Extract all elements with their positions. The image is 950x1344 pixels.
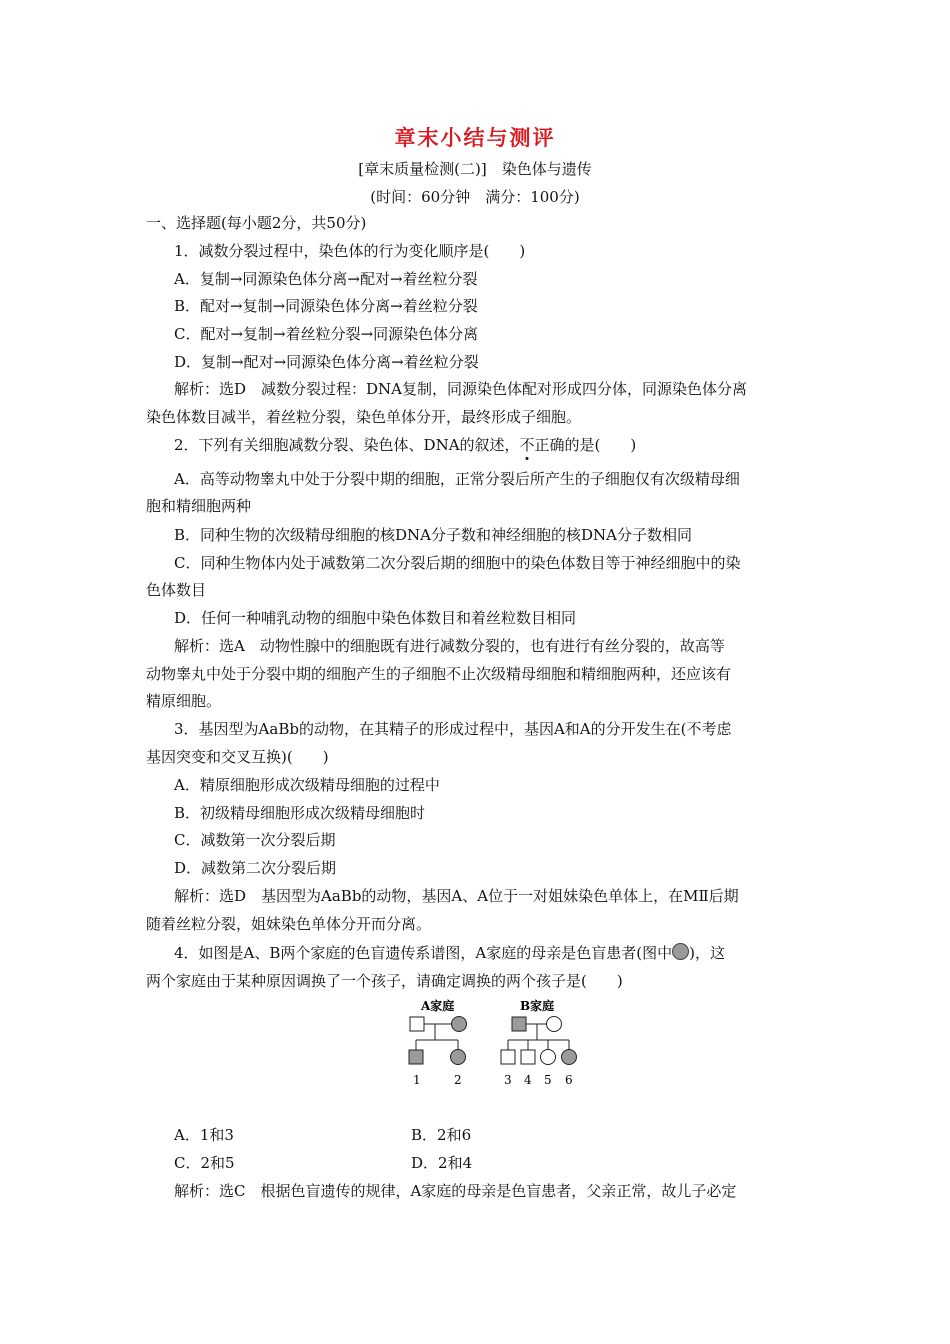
q4-answer-line1: 解析：选C 根据色盲遗传的规律，A家庭的母亲是色盲患者，父亲正常，故儿子必定: [174, 1182, 737, 1200]
q1-answer-line1: 解析：选D 减数分裂过程：DNA复制，同源染色体配对形成四分体，同源染色体分离: [174, 380, 748, 398]
child-4-square: [521, 1050, 535, 1064]
q2-answer-line1: 解析：选A 动物性腺中的细胞既有进行减数分裂的，也有进行有丝分裂的，故高等: [174, 637, 725, 655]
q1-option-d: D．复制→配对→同源染色体分离→着丝粒分裂: [174, 353, 479, 371]
child-1-affected-square: [409, 1050, 423, 1064]
family-a-label: A家庭: [421, 999, 455, 1013]
child-6-affected-circle: [562, 1050, 577, 1065]
q2-option-d: D．任何一种哺乳动物的细胞中染色体数目和着丝粒数目相同: [174, 609, 577, 627]
q2-stem-pre: 2．下列有关细胞减数分裂、染色体、DNA的叙述，: [174, 436, 520, 454]
time-info: (时间：60分钟 满分：100分): [370, 188, 580, 206]
q1-option-c: C．配对→复制→着丝粒分裂→同源染色体分离: [174, 325, 479, 343]
b-father-affected-square: [512, 1017, 526, 1031]
affected-female-symbol-icon: [672, 943, 689, 960]
section-heading: 一、选择题(每小题2分，共50分): [146, 214, 367, 232]
child-label-1: 1: [413, 1073, 421, 1087]
b-mother-circle: [547, 1017, 562, 1032]
q2-stem-emphasis: 不: [519, 436, 535, 454]
family-b-label: B家庭: [520, 999, 555, 1013]
q3-stem-line1: 3．基因型为AaBb的动物，在其精子的形成过程中，基因A和A的分开发生在(不考虑: [174, 720, 732, 738]
child-5-circle: [541, 1050, 556, 1065]
q2-option-c-line1: C．同种生物体内处于减数第二次分裂后期的细胞中的染色体数目等于神经细胞中的染: [174, 554, 741, 572]
q2-stem-post: 正确的是( ): [534, 436, 637, 454]
q3-option-b: B．初级精母细胞形成次级精母细胞时: [174, 804, 426, 822]
q3-option-d: D．减数第二次分裂后期: [174, 859, 337, 877]
a-mother-affected-circle: [452, 1017, 467, 1032]
q2-answer-line3: 精原细胞。: [146, 692, 222, 710]
q3-option-c: C．减数第一次分裂后期: [174, 831, 336, 849]
child-label-5: 5: [544, 1073, 552, 1087]
q2-option-a-line1: A．高等动物睾丸中处于分裂中期的细胞，正常分裂后所产生的子细胞仅有次级精母细: [174, 470, 740, 488]
q4-option-b: B．2和6: [411, 1126, 472, 1144]
q2-option-a-line2: 胞和精细胞两种: [146, 497, 252, 515]
page-title: 章末小结与测评: [394, 126, 556, 150]
q1-answer-line2: 染色体数目减半，着丝粒分裂，染色单体分开，最终形成子细胞。: [146, 408, 582, 426]
q3-answer-line1: 解析：选D 基因型为AaBb的动物，基因A、A位于一对姐妹染色单体上，在MⅡ后期: [174, 887, 739, 905]
q4-stem-post: )，这: [689, 944, 725, 962]
child-2-affected-circle: [451, 1050, 466, 1065]
q2-option-b: B．同种生物的次级精母细胞的核DNA分子数和神经细胞的核DNA分子数相同: [174, 526, 692, 544]
q4-option-c: C．2和5: [174, 1154, 235, 1172]
q3-stem-line2: 基因突变和交叉互换)( ): [146, 748, 329, 766]
child-label-2: 2: [454, 1073, 462, 1087]
q3-option-a: A．精原细胞形成次级精母细胞的过程中: [174, 776, 440, 794]
child-label-6: 6: [565, 1073, 573, 1087]
q3-answer-line2: 随着丝粒分裂，姐妹染色单体分开而分离。: [146, 915, 432, 933]
q2-answer-line2: 动物睾丸中处于分裂中期的细胞产生的子细胞不止次级精母细胞和精细胞两种，还应该有: [146, 665, 732, 683]
a-father-square: [410, 1017, 424, 1031]
q4-stem-line1: [174, 943, 834, 963]
q2-stem: [174, 435, 834, 455]
q2-option-c-line2: 色体数目: [146, 581, 207, 599]
q1-option-b: B．配对→复制→同源染色体分离→着丝粒分裂: [174, 297, 478, 315]
chapter-subtitle: [章末质量检测(二)] 染色体与遗传: [358, 160, 592, 178]
q4-option-d: D．2和4: [411, 1154, 473, 1172]
q4-option-a: A．1和3: [174, 1126, 234, 1144]
pedigree-diagram: [395, 998, 595, 1098]
child-label-3: 3: [504, 1073, 512, 1087]
q1-option-a: A．复制→同源染色体分离→配对→着丝粒分裂: [174, 270, 478, 288]
q1-stem: 1．减数分裂过程中，染色体的行为变化顺序是( ): [174, 242, 526, 260]
child-3-square: [501, 1050, 515, 1064]
q4-stem-line2: 两个家庭由于某种原因调换了一个孩子，请确定调换的两个孩子是( ): [146, 972, 623, 990]
child-label-4: 4: [524, 1073, 532, 1087]
q4-stem-pre: 4．如图是A、B两个家庭的色盲遗传系谱图，A家庭的母亲是色盲患者(图中: [174, 944, 673, 962]
